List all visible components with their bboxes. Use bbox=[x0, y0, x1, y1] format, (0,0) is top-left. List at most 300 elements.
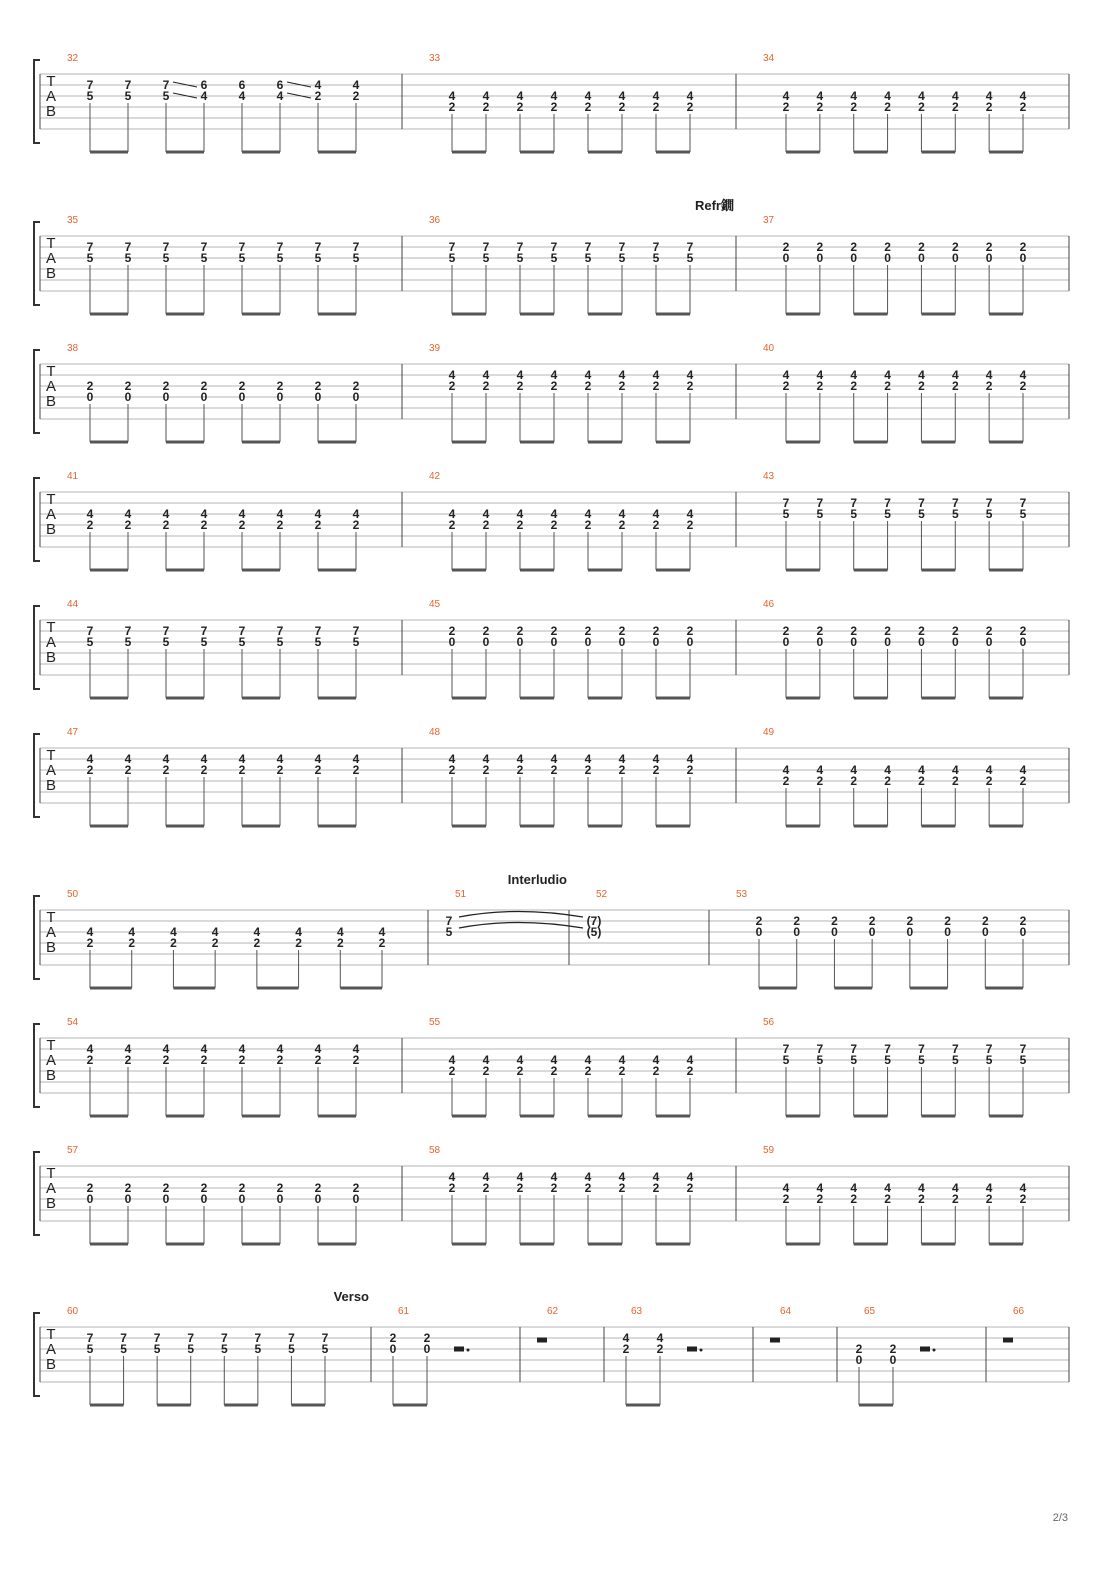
beam bbox=[588, 313, 622, 316]
measure bbox=[67, 1017, 360, 1118]
fret-number: 2 bbox=[86, 1053, 94, 1067]
fret-number: 4 bbox=[782, 368, 790, 382]
fret-number: 2 bbox=[884, 774, 891, 788]
fret-number: 4 bbox=[652, 1170, 660, 1184]
fret-number: 4 bbox=[584, 752, 592, 766]
fret-number: 7 bbox=[918, 496, 925, 510]
fret-number: 4 bbox=[200, 89, 208, 103]
measure-number: 46 bbox=[763, 599, 775, 610]
fret-number: 0 bbox=[448, 635, 456, 649]
fret-number: 4 bbox=[1019, 763, 1027, 777]
fret-number: 2 bbox=[850, 100, 858, 114]
fret-number: 0 bbox=[985, 251, 993, 265]
fret-number: 7 bbox=[200, 240, 208, 254]
measure-number: 35 bbox=[67, 215, 79, 226]
fret-number: 2 bbox=[550, 1181, 558, 1195]
beam bbox=[452, 697, 486, 700]
fret-number: 2 bbox=[162, 763, 170, 777]
tab-system bbox=[34, 1017, 1069, 1118]
fret-number: 7 bbox=[124, 624, 132, 638]
measure bbox=[429, 343, 694, 444]
beam bbox=[921, 313, 955, 316]
fret-number: 4 bbox=[516, 368, 524, 382]
beam bbox=[242, 441, 280, 444]
beam bbox=[786, 825, 820, 828]
fret-number: 4 bbox=[686, 1170, 694, 1184]
beam bbox=[318, 151, 356, 154]
fret-number: 2 bbox=[482, 763, 490, 777]
fret-number: 4 bbox=[985, 89, 993, 103]
fret-number: 2 bbox=[238, 379, 246, 393]
fret-number: 7 bbox=[482, 240, 490, 254]
beam bbox=[166, 151, 204, 154]
fret-number: 4 bbox=[951, 368, 959, 382]
fret-number: 2 bbox=[884, 624, 891, 638]
beam bbox=[242, 569, 280, 572]
measure bbox=[429, 53, 694, 154]
fret-number: 4 bbox=[448, 1053, 456, 1067]
fret-number: 5 bbox=[918, 507, 925, 521]
beam bbox=[989, 569, 1023, 572]
fret-number: 4 bbox=[86, 752, 94, 766]
fret-number: 5 bbox=[816, 507, 824, 521]
fret-number: 2 bbox=[516, 763, 524, 777]
beam bbox=[854, 151, 888, 154]
fret-number: 4 bbox=[86, 925, 94, 939]
tab-clef-letter: T bbox=[46, 909, 56, 926]
tab-clef-letter: B bbox=[45, 103, 57, 120]
fret-number: 2 bbox=[550, 518, 558, 532]
fret-number: 2 bbox=[314, 518, 322, 532]
fret-number: 2 bbox=[618, 1181, 626, 1195]
beam bbox=[921, 441, 955, 444]
fret-number: 4 bbox=[550, 368, 558, 382]
fret-number: 5 bbox=[884, 1053, 891, 1067]
fret-number: 4 bbox=[951, 89, 959, 103]
fret-number: 4 bbox=[378, 925, 386, 939]
fret-number: 4 bbox=[816, 368, 824, 382]
fret-number: 0 bbox=[584, 635, 592, 649]
fret-number: 7 bbox=[200, 624, 208, 638]
fret-number: 4 bbox=[314, 752, 322, 766]
fret-number: 2 bbox=[276, 1053, 284, 1067]
fret-number: 2 bbox=[550, 624, 558, 638]
fret-number: 7 bbox=[321, 1331, 329, 1345]
fret-number: 7 bbox=[86, 1331, 94, 1345]
fret-number: 2 bbox=[1019, 100, 1027, 114]
beam bbox=[921, 825, 955, 828]
fret-number: 0 bbox=[855, 1353, 863, 1367]
fret-number: 4 bbox=[276, 507, 284, 521]
beam bbox=[989, 697, 1023, 700]
beam bbox=[242, 1115, 280, 1118]
fret-number: 4 bbox=[618, 1170, 626, 1184]
fret-number: 4 bbox=[482, 1053, 490, 1067]
fret-number: 4 bbox=[584, 89, 592, 103]
measure bbox=[429, 471, 694, 572]
beam bbox=[166, 697, 204, 700]
measure bbox=[429, 599, 694, 700]
fret-number: 2 bbox=[516, 379, 524, 393]
fret-number: 7 bbox=[162, 78, 170, 92]
fret-number: 2 bbox=[918, 1192, 925, 1206]
measure bbox=[763, 215, 1027, 316]
fret-number: 5 bbox=[550, 251, 558, 265]
fret-number: 2 bbox=[352, 518, 360, 532]
fret-number: 0 bbox=[868, 925, 876, 939]
measure-number: 40 bbox=[763, 343, 775, 354]
fret-number: 7 bbox=[238, 240, 246, 254]
beam bbox=[393, 1404, 427, 1407]
measure bbox=[67, 215, 360, 316]
fret-number: 4 bbox=[352, 78, 360, 92]
fret-number: 2 bbox=[618, 379, 626, 393]
fret-number: 4 bbox=[816, 763, 824, 777]
fret-number: 2 bbox=[782, 624, 790, 638]
measure-number: 50 bbox=[67, 889, 79, 900]
fret-number: 4 bbox=[652, 89, 660, 103]
beam bbox=[786, 1243, 820, 1246]
fret-number: 2 bbox=[200, 379, 208, 393]
beam bbox=[854, 441, 888, 444]
fret-number: 4 bbox=[618, 507, 626, 521]
fret-number: 4 bbox=[686, 752, 694, 766]
beam bbox=[90, 1404, 124, 1407]
fret-number: 7 bbox=[276, 240, 284, 254]
fret-number: 7 bbox=[516, 240, 524, 254]
rest-dot bbox=[933, 1349, 936, 1352]
system-bracket bbox=[34, 1313, 40, 1396]
beam bbox=[166, 441, 204, 444]
fret-number: 4 bbox=[918, 89, 925, 103]
fret-number: 2 bbox=[618, 763, 626, 777]
fret-number: 4 bbox=[238, 752, 246, 766]
beam bbox=[90, 569, 128, 572]
fret-number: 4 bbox=[314, 507, 322, 521]
measure bbox=[67, 1145, 360, 1246]
measure bbox=[67, 53, 360, 154]
beam bbox=[166, 1243, 204, 1246]
beam bbox=[318, 441, 356, 444]
fret-number: 2 bbox=[816, 774, 824, 788]
fret-number: 2 bbox=[128, 936, 136, 950]
fret-number: 2 bbox=[238, 763, 246, 777]
fret-number: 2 bbox=[295, 936, 302, 950]
beam bbox=[520, 441, 554, 444]
tab-system bbox=[34, 599, 1069, 700]
measure-number: 64 bbox=[780, 1306, 792, 1317]
fret-number: 2 bbox=[482, 624, 490, 638]
fret-number: 4 bbox=[584, 1170, 592, 1184]
fret-number: 7 bbox=[153, 1331, 161, 1345]
fret-number: 4 bbox=[584, 1053, 592, 1067]
beam bbox=[656, 825, 690, 828]
tab-clef-letter: B bbox=[45, 1195, 57, 1212]
fret-number: 7 bbox=[120, 1331, 127, 1345]
beam bbox=[242, 151, 280, 154]
fret-number: 5 bbox=[86, 1342, 94, 1356]
fret-number: 2 bbox=[482, 1064, 490, 1078]
fret-number: 4 bbox=[686, 368, 694, 382]
fret-number: 2 bbox=[850, 1192, 858, 1206]
fret-number: 4 bbox=[238, 1042, 246, 1056]
fret-number: 2 bbox=[951, 624, 959, 638]
measure-number: 65 bbox=[864, 1306, 876, 1317]
fret-number: 5 bbox=[220, 1342, 228, 1356]
fret-number: 5 bbox=[321, 1342, 329, 1356]
fret-number: 4 bbox=[238, 507, 246, 521]
fret-number: 4 bbox=[686, 507, 694, 521]
tab-clef-letter: B bbox=[45, 777, 57, 794]
tab-clef-letter: A bbox=[45, 924, 57, 941]
beam bbox=[242, 313, 280, 316]
fret-number: 4 bbox=[448, 1170, 456, 1184]
beam bbox=[854, 569, 888, 572]
beam bbox=[520, 313, 554, 316]
fret-number: 2 bbox=[985, 240, 993, 254]
tab-system bbox=[34, 471, 1069, 572]
tab-clef-letter: B bbox=[45, 393, 57, 410]
fret-number: 4 bbox=[652, 1053, 660, 1067]
fret-number: 2 bbox=[618, 624, 626, 638]
fret-number: 0 bbox=[951, 635, 959, 649]
measure-number: 55 bbox=[429, 1017, 441, 1028]
measure-number: 42 bbox=[429, 471, 441, 482]
measure-number: 52 bbox=[596, 889, 608, 900]
fret-number: 7 bbox=[86, 240, 94, 254]
fret-number: 2 bbox=[314, 763, 322, 777]
fret-number: 5 bbox=[86, 89, 94, 103]
fret-number: 2 bbox=[550, 379, 558, 393]
fret-number: 4 bbox=[352, 507, 360, 521]
fret-number: 2 bbox=[124, 518, 132, 532]
measure-number: 41 bbox=[67, 471, 79, 482]
fret-number: 2 bbox=[200, 1181, 208, 1195]
tab-clef-letter: A bbox=[45, 1052, 57, 1069]
fret-number: 0 bbox=[389, 1342, 397, 1356]
fret-number: 0 bbox=[516, 635, 524, 649]
fret-number: 2 bbox=[584, 1064, 592, 1078]
section-label: Verso bbox=[333, 1289, 369, 1304]
beam bbox=[452, 1243, 486, 1246]
fret-number: 2 bbox=[884, 379, 891, 393]
fret-number: 2 bbox=[448, 518, 456, 532]
beam bbox=[854, 313, 888, 316]
fret-number: 4 bbox=[550, 1170, 558, 1184]
measure-number: 56 bbox=[763, 1017, 775, 1028]
beam bbox=[157, 1404, 191, 1407]
fret-number: 4 bbox=[124, 1042, 132, 1056]
fret-number: 0 bbox=[124, 1192, 132, 1206]
fret-number: 5 bbox=[816, 1053, 824, 1067]
fret-number: 4 bbox=[985, 763, 993, 777]
beam bbox=[656, 441, 690, 444]
tab-clef-letter: T bbox=[46, 491, 56, 508]
fret-number: 2 bbox=[985, 774, 993, 788]
measure bbox=[67, 471, 360, 572]
tab-clef-letter: B bbox=[45, 1067, 57, 1084]
fret-number: 2 bbox=[448, 1064, 456, 1078]
beam bbox=[859, 1404, 893, 1407]
fret-number: 2 bbox=[276, 379, 284, 393]
tab-clef-letter: A bbox=[45, 378, 57, 395]
measure bbox=[67, 1306, 329, 1407]
beam bbox=[626, 1404, 660, 1407]
fret-number: 2 bbox=[816, 100, 824, 114]
beam bbox=[520, 1115, 554, 1118]
fret-number: 5 bbox=[314, 635, 322, 649]
tab-clef-letter: T bbox=[46, 747, 56, 764]
fret-number: 4 bbox=[1019, 1181, 1027, 1195]
fret-number: 2 bbox=[985, 379, 993, 393]
fret-number: 7 bbox=[124, 240, 132, 254]
fret-number: 2 bbox=[816, 624, 824, 638]
fret-number: 2 bbox=[686, 763, 694, 777]
fret-number: 4 bbox=[352, 752, 360, 766]
fret-number: 2 bbox=[951, 774, 959, 788]
fret-number: 2 bbox=[238, 1181, 246, 1195]
fret-number: 2 bbox=[200, 1053, 208, 1067]
measure-number: 38 bbox=[67, 343, 79, 354]
fret-number: 4 bbox=[1019, 368, 1027, 382]
beam bbox=[318, 313, 356, 316]
fret-number: 5 bbox=[448, 251, 456, 265]
fret-number: 2 bbox=[855, 1342, 863, 1356]
fret-number: 0 bbox=[918, 635, 925, 649]
beam bbox=[759, 987, 797, 990]
beam bbox=[166, 313, 204, 316]
fret-number: 4 bbox=[162, 507, 170, 521]
measure bbox=[736, 889, 1027, 990]
beam bbox=[834, 987, 872, 990]
measure bbox=[623, 1306, 703, 1407]
fret-number: 2 bbox=[352, 1181, 360, 1195]
fret-number: 2 bbox=[782, 774, 790, 788]
fret-number: 4 bbox=[884, 1181, 891, 1195]
fret-number: 4 bbox=[584, 368, 592, 382]
fret-number: 4 bbox=[200, 752, 208, 766]
fret-number: 0 bbox=[162, 390, 170, 404]
tab-clef-letter: B bbox=[45, 265, 57, 282]
fret-number: 2 bbox=[162, 518, 170, 532]
measure bbox=[770, 1306, 792, 1343]
fret-number: 2 bbox=[378, 936, 386, 950]
system-bracket bbox=[34, 1024, 40, 1107]
fret-number: 0 bbox=[831, 925, 838, 939]
fret-number: 0 bbox=[124, 390, 132, 404]
beam bbox=[921, 569, 955, 572]
fret-number: 4 bbox=[86, 507, 94, 521]
tab-clef-letter: T bbox=[46, 1326, 56, 1343]
fret-number: 2 bbox=[253, 936, 261, 950]
fret-number: 2 bbox=[162, 1053, 170, 1067]
beam bbox=[90, 313, 128, 316]
fret-number: 0 bbox=[423, 1342, 431, 1356]
tie-arc bbox=[459, 923, 583, 929]
tab-system bbox=[34, 1145, 1069, 1246]
fret-number: 7 bbox=[782, 1042, 790, 1056]
fret-number: 2 bbox=[918, 379, 925, 393]
fret-number: 5 bbox=[918, 1053, 925, 1067]
fret-number: 2 bbox=[86, 936, 94, 950]
fret-number: 7 bbox=[448, 240, 456, 254]
fret-number: 0 bbox=[238, 1192, 246, 1206]
fret-number: 7 bbox=[314, 624, 322, 638]
fret-number: 4 bbox=[516, 1170, 524, 1184]
measure bbox=[856, 1306, 936, 1407]
fret-number: 4 bbox=[850, 1181, 858, 1195]
fret-number: 5 bbox=[238, 635, 246, 649]
beam bbox=[318, 825, 356, 828]
measure-number: 54 bbox=[67, 1017, 79, 1028]
fret-number: 4 bbox=[211, 925, 219, 939]
measure bbox=[429, 1145, 694, 1246]
beam bbox=[921, 1243, 955, 1246]
fret-number: 2 bbox=[985, 100, 993, 114]
fret-number: 4 bbox=[170, 925, 177, 939]
fret-number: 2 bbox=[584, 763, 592, 777]
fret-number: 5 bbox=[884, 507, 891, 521]
measure-number: 53 bbox=[736, 889, 748, 900]
fret-number: 2 bbox=[884, 1192, 891, 1206]
fret-number: 7 bbox=[352, 240, 360, 254]
measure bbox=[763, 1145, 1027, 1246]
beam bbox=[318, 1243, 356, 1246]
fret-number: 2 bbox=[423, 1331, 431, 1345]
fret-number: 0 bbox=[850, 251, 858, 265]
fret-number: 2 bbox=[448, 379, 456, 393]
fret-number: 4 bbox=[162, 1042, 170, 1056]
fret-number: 7 bbox=[584, 240, 592, 254]
fret-number: 2 bbox=[816, 379, 824, 393]
fret-number: 4 bbox=[918, 1181, 925, 1195]
beam bbox=[921, 151, 955, 154]
fret-number: 2 bbox=[584, 100, 592, 114]
fret-number: 2 bbox=[352, 89, 360, 103]
fret-number: 4 bbox=[550, 89, 558, 103]
fret-number: 4 bbox=[884, 763, 891, 777]
fret-number: 2 bbox=[652, 379, 660, 393]
fret-number: 7 bbox=[850, 496, 858, 510]
fret-number: 5 bbox=[162, 251, 170, 265]
fret-number: 4 bbox=[162, 752, 170, 766]
fret-number: 0 bbox=[816, 635, 824, 649]
fret-number: 0 bbox=[918, 251, 925, 265]
fret-number: 2 bbox=[831, 914, 838, 928]
beam bbox=[340, 987, 382, 990]
fret-number: 2 bbox=[951, 100, 959, 114]
fret-number: 0 bbox=[1019, 251, 1027, 265]
measure-number: 34 bbox=[763, 53, 775, 64]
fret-number: 2 bbox=[550, 763, 558, 777]
fret-number: 2 bbox=[314, 379, 322, 393]
fret-number: 4 bbox=[276, 752, 284, 766]
fret-number: 4 bbox=[253, 925, 261, 939]
fret-number: 5 bbox=[782, 1053, 790, 1067]
measure-number: 33 bbox=[429, 53, 441, 64]
beam bbox=[452, 1115, 486, 1118]
fret-number: 4 bbox=[656, 1331, 664, 1345]
fret-number: 2 bbox=[482, 518, 490, 532]
fret-number: 7 bbox=[686, 240, 694, 254]
fret-number: 4 bbox=[884, 89, 891, 103]
fret-number: 0 bbox=[850, 635, 858, 649]
fret-number: 2 bbox=[889, 1342, 897, 1356]
fret-number: 0 bbox=[482, 635, 490, 649]
beam bbox=[786, 441, 820, 444]
fret-number: 2 bbox=[124, 763, 132, 777]
beam bbox=[989, 441, 1023, 444]
